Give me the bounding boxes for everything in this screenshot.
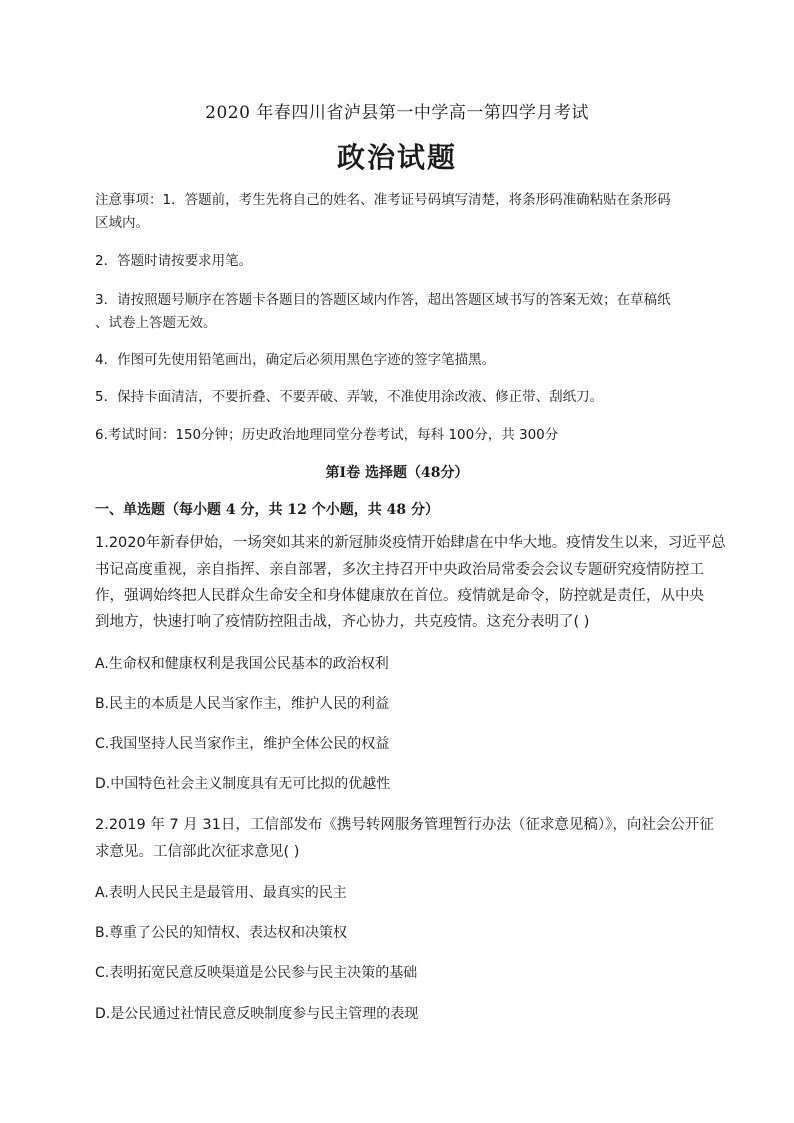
question-1-option-d: D.中国特色社会主义制度具有无可比拟的优越性 [95, 776, 391, 792]
question-1-option-c: C.我国坚持人民当家作主，维护全体公民的权益 [95, 736, 390, 752]
note-line-1b: 区域内。 [95, 215, 149, 231]
section-title: 第Ⅰ卷 选择题（48分） [325, 465, 469, 481]
part-title: 一、单选题（每小题 4 分，共 12 个小题，共 48 分） [95, 502, 439, 518]
exam-title: 2020 年春四川省泸县第一中学高一第四学月考试 [205, 103, 589, 123]
note-line-2: 2．答题时请按要求用笔。 [95, 253, 253, 269]
note-line-5: 5．保持卡面清洁，不要折叠、不要弄破、弄皱，不准使用涂改液、修正带、刮纸刀。 [95, 389, 604, 405]
question-2-option-c: C.表明拓宽民意反映渠道是公民参与民主决策的基础 [95, 965, 418, 981]
question-1-option-b: B.民主的本质是人民当家作主，维护人民的利益 [95, 696, 390, 712]
question-2-line-2: 求意见。工信部此次征求意见( ) [95, 844, 300, 860]
question-1-option-a: A.生命权和健康权利是我国公民基本的政治权利 [95, 656, 389, 672]
note-line-4: 4．作图可先使用铅笔画出，确定后必须用黑色字迹的签字笔描黑。 [95, 352, 496, 368]
question-2-option-a: A.表明人民民主是最管用、最真实的民主 [95, 885, 347, 901]
note-line-1: 注意事项：1．答题前，考生先将自己的姓名、准考证号码填写清楚，将条形码准确粘贴在条形码 [95, 192, 671, 208]
question-1-line-1: 1.2020年新春伊始，一场突如其来的新冠肺炎疫情开始肆虐在中华大地。疫情发生以来，习近平总 [95, 535, 726, 551]
note-line-3b: 、试卷上答题无效。 [95, 315, 217, 331]
question-2-line-1: 2.2019 年 7 月 31日，工信部发布《携号转网服务管理暂行办法（征求意见稿）》，向社会公开征 [95, 817, 714, 833]
question-1-line-2: 书记高度重视，亲自指挥、亲自部署，多次主持召开中央政治局常委会会议专题研究疫情防控工 [95, 562, 704, 578]
question-2-option-d: D.是公民通过社情民意反映制度参与民主管理的表现 [95, 1006, 419, 1022]
note-line-6: 6.考试时间：150分钟；历史政治地理同堂分卷考试，每科 100分，共 300分 [95, 427, 559, 443]
question-2-option-b: B.尊重了公民的知情权、表达权和决策权 [95, 925, 348, 941]
note-line-3: 3．请按照题号顺序在答题卡各题目的答题区域内作答，超出答题区域书写的答案无效；在草稿纸 [95, 292, 671, 308]
question-1-line-4: 到地方，快速打响了疫情防控阻击战，齐心协力，共克疫情。这充分表明了( ) [95, 614, 590, 630]
exam-subject: 政治试题 [336, 141, 457, 174]
question-1-line-3: 作，强调始终把人民群众生命安全和身体健康放在首位。疫情就是命令，防控就是责任，从中央 [95, 588, 704, 604]
